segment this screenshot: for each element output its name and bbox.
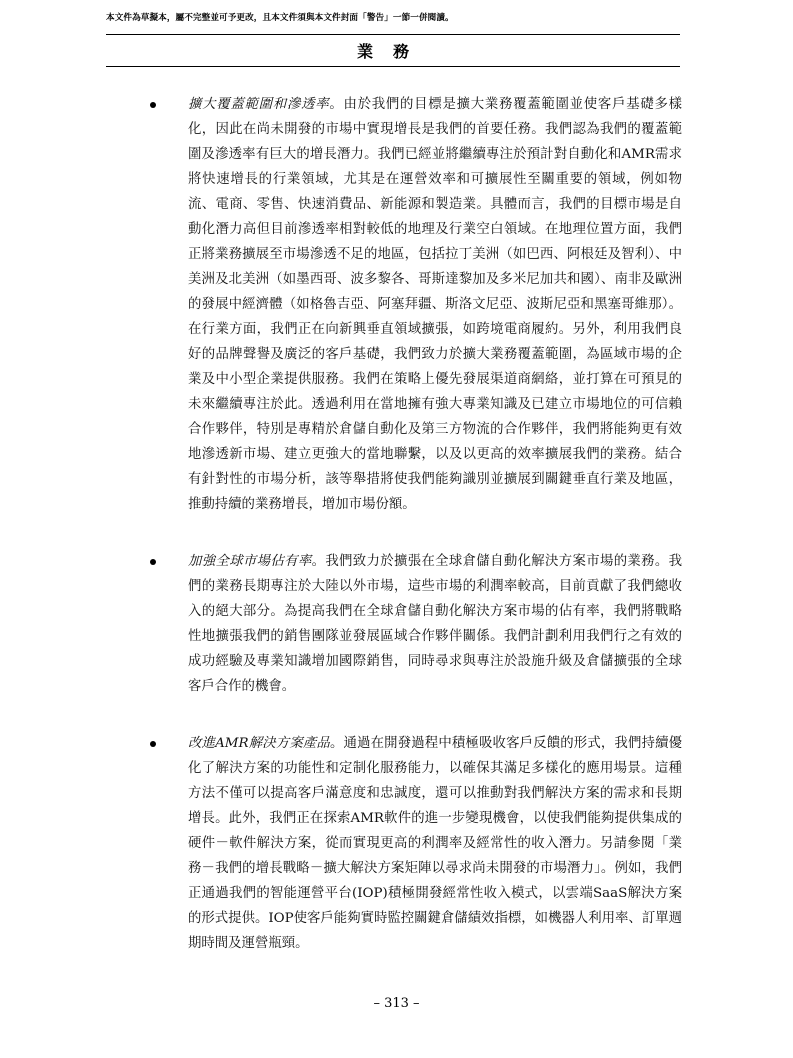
bullet-body: 。由於我們的目標是擴大業務覆蓋範圍並使客戶基礎多樣化，因此在尚未開發的市場中實現增長是我們的首要任務。我們認為我們的覆蓋範圍及滲透率有巨大的增長潛力。我們已經並將繼續專注於預計對自動化和AMR需求將快速增長的行業領域，尤其是在運營效率和可擴展性至關重要的領域，例如物流、電商、零售、快速消費品、新能源和製造業。具體而言，我們的目標市場是自動化潛力高但目前滲透率相對較低的地理及行業空白領域。在地理位置方面，我們正將業務擴展至市場滲透不足的地區，包括拉丁美洲（如巴西、阿根廷及智利）、中美洲及北美洲（如墨西哥、波多黎各、哥斯達黎加及多米尼加共和國）、南非及歐洲的發展中經濟體（如格魯吉亞、阿塞拜疆、斯洛文尼亞、波斯尼亞和黑塞哥維那）。在行業方面，我們正在向新興垂直領域擴張，如跨境電商履約。另外，利用我們良好的品牌聲譽及廣泛的客戶基礎，我們致力於擴大業務覆蓋範圍，為區域市場的企業及中小型企業提供服務。我們在策略上優先發展渠道商網絡，並打算在可預見的未來繼續專注於此。透過利用在當地擁有強大專業知識及已建立市場地位的可信賴合作夥伴，特別是專精於倉儲自動化及第三方物流的合作夥伴，我們將能夠更有效地滲透新市場、建立更強大的當地聯繫，以及以更高的效率擴展我們的業務。結合有針對性的市場分析，該等舉措將使我們能夠識別並擴展到關鍵垂直行業及地區，推動持續的業務增長，增加市場份額。 <box>188 97 683 512</box>
header-rule-bottom <box>106 66 680 67</box>
bullet-list <box>150 92 682 988</box>
bullet-paragraph <box>188 731 682 956</box>
bullet-body: 。我們致力於擴張在全球倉儲自動化解決方案市場的業務。我們的業務長期專注於大陸以外市場，這些市場的利潤率較高，目前貢獻了我們總收入的絕大部分。為提高我們在全球倉儲自動化解決方案市場的佔有率，我們將戰略性地擴張我們的銷售團隊並發展區域合作夥伴關係。我們計劃利用我們行之有效的成功經驗及專業知識增加國際銷售，同時尋求與專注於設施升級及倉儲擴張的全球客戶合作的機會。 <box>188 554 683 694</box>
bullet-item-amr-solutions <box>150 731 682 956</box>
bullet-heading: 加強全球市場佔有率 <box>188 554 312 569</box>
page-number: – 313 – <box>373 996 420 1011</box>
bullet-body: 。通過在開發過程中積極吸收客戶反饋的形式，我們持續優化了解決方案的功能性和定制化服務能力，以確保其滿足多樣化的應用場景。這種方法不僅可以提高客戶滿意度和忠誠度，還可以推動對我們解決方案的需求和長期增長。此外，我們正在探索AMR軟件的進一步變現機會，以使我們能夠提供集成的硬件－軟件解決方案，從而實現更高的利潤率及經常性的收入潛力。另請參閱「業務－我們的增長戰略－擴大解決方案矩陣以尋求尚未開發的市場潛力」。例如，我們正通過我們的智能運營平台(IOP)積極開發經常性收入模式，以雲端SaaS解決方案的形式提供。IOP使客戶能夠實時監控關鍵倉儲績效指標，如機器人利用率、訂單週期時間及運營瓶頸。 <box>188 736 682 951</box>
bullet-icon <box>150 741 156 747</box>
bullet-paragraph <box>188 92 682 517</box>
bullet-heading: 擴大覆蓋範圍和滲透率 <box>188 97 330 112</box>
bullet-heading: 改進AMR解決方案產品 <box>188 736 330 751</box>
header-rule-top <box>106 34 680 35</box>
bullet-item-global-share <box>150 549 682 699</box>
bullet-icon <box>150 102 156 108</box>
bullet-icon <box>150 559 156 565</box>
draft-disclaimer: 本文件為草擬本，屬不完整並可予更改，且本文件須與本文件封面「警告」一節一併閱讀。 <box>106 13 454 23</box>
section-title: 業務 <box>356 42 429 61</box>
bullet-paragraph <box>188 549 682 699</box>
bullet-item-expand-coverage <box>150 92 682 517</box>
